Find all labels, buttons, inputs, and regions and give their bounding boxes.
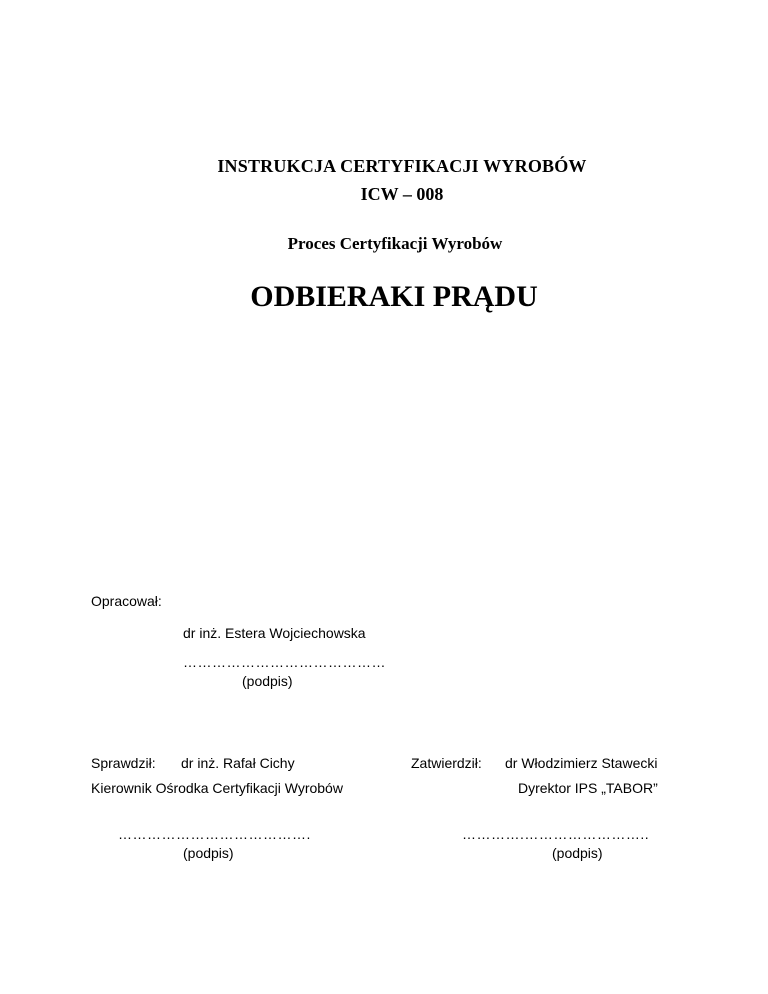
- approved-by-label: Zatwierdził:: [411, 755, 482, 771]
- approved-by-role: Dyrektor IPS „TABOR”: [518, 780, 658, 796]
- approved-by-name: dr Włodzimierz Stawecki: [505, 755, 658, 771]
- checked-signature-line: ………………………………….: [118, 826, 311, 842]
- prepared-signature-label: (podpis): [242, 673, 293, 689]
- approved-signature-line: ………….……………………..: [462, 826, 650, 842]
- document-subject: ODBIERAKI PRĄDU: [250, 280, 538, 313]
- prepared-signature-line: ……………………………………: [183, 654, 386, 670]
- process-name: Proces Certyfikacji Wyrobów: [287, 234, 503, 253]
- prepared-by-name: dr inż. Estera Wojciechowska: [183, 625, 366, 641]
- checked-by-role: Kierownik Ośrodka Certyfikacji Wyrobów: [91, 780, 343, 796]
- checked-by-name: dr inż. Rafał Cichy: [181, 755, 295, 771]
- checked-signature-label: (podpis): [183, 845, 234, 861]
- document-code: ICW – 008: [360, 184, 444, 204]
- prepared-by-label: Opracował:: [91, 593, 162, 609]
- checked-by-label: Sprawdził:: [91, 755, 156, 771]
- approved-signature-label: (podpis): [552, 845, 603, 861]
- document-title: INSTRUKCJA CERTYFIKACJI WYROBÓW: [217, 156, 587, 176]
